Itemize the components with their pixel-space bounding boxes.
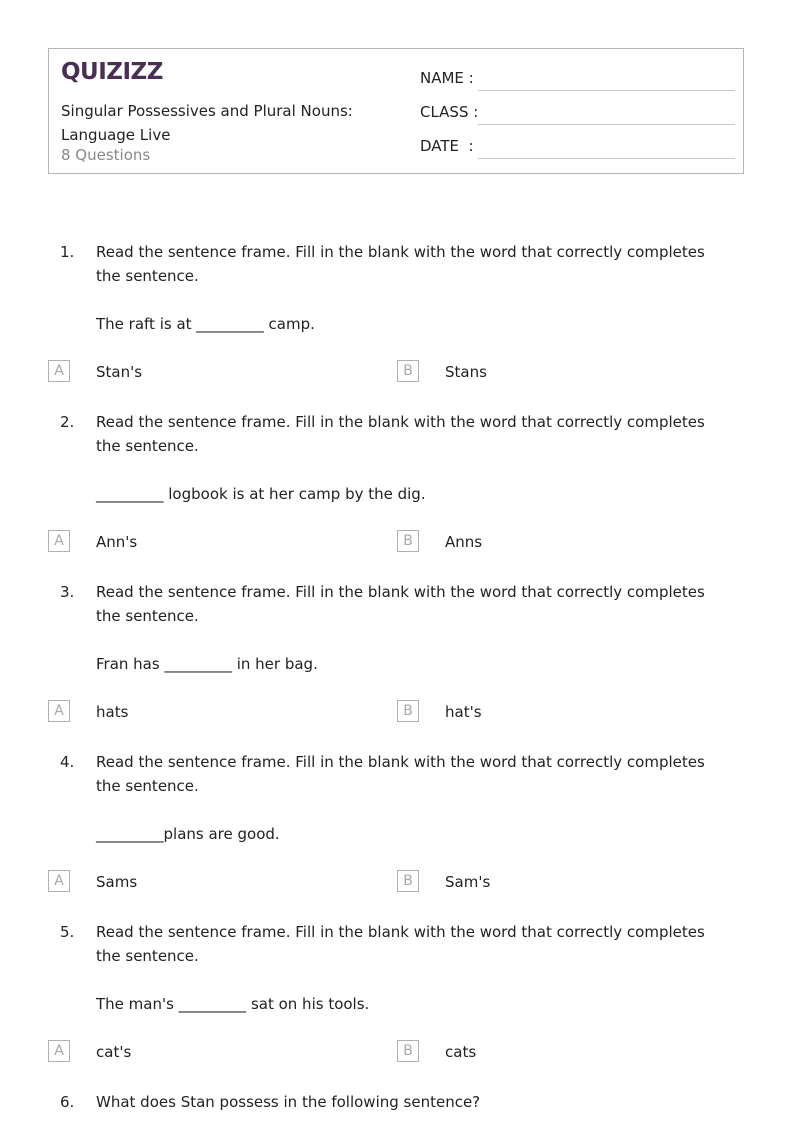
- date-field[interactable]: [420, 135, 735, 159]
- option-text: hats: [96, 703, 129, 721]
- name-line[interactable]: [478, 90, 735, 91]
- worksheet-header: [48, 48, 744, 174]
- name-label: NAME :: [420, 69, 474, 87]
- sentence-frame: The man's _________ sat on his tools.: [96, 995, 370, 1013]
- option-letter-box: B: [397, 870, 419, 892]
- quizizz-logo: QUIZIZZ: [61, 59, 163, 85]
- sentence-frame: _________ logbook is at her camp by the dig.: [96, 485, 426, 503]
- date-line[interactable]: [478, 158, 735, 159]
- question-text: What does Stan possess in the following sentence?: [96, 1093, 481, 1111]
- worksheet-title: Singular Possessives and Plural Nouns: Language Live: [61, 102, 353, 144]
- date-label: DATE :: [420, 137, 474, 155]
- option-text: Sams: [96, 873, 138, 891]
- question-number: 1.: [60, 243, 75, 261]
- option-text: Ann's: [96, 533, 138, 551]
- option-text: hat's: [445, 703, 482, 721]
- class-line[interactable]: [478, 124, 735, 125]
- option-text: cats: [445, 1043, 477, 1061]
- option-letter-box: A: [48, 700, 70, 722]
- question-count: 8 Questions: [61, 146, 151, 164]
- option-letter-box: B: [397, 360, 419, 382]
- question-text: Read the sentence frame. Fill in the blank with the word that correctly completes the sentence.: [96, 413, 705, 455]
- option-letter-box: B: [397, 530, 419, 552]
- sentence-frame: Fran has _________ in her bag.: [96, 655, 318, 673]
- option-letter-box: B: [397, 1040, 419, 1062]
- option-text: Stans: [445, 363, 487, 381]
- option-letter-box: A: [48, 870, 70, 892]
- question-number: 5.: [60, 923, 75, 941]
- name-field[interactable]: [420, 67, 735, 91]
- question-number: 3.: [60, 583, 75, 601]
- option-letter-box: A: [48, 360, 70, 382]
- question-number: 6.: [60, 1093, 75, 1111]
- question-text: Read the sentence frame. Fill in the blank with the word that correctly completes the sentence.: [96, 243, 705, 285]
- option-text: Sam's: [445, 873, 491, 891]
- sentence-frame: _________plans are good.: [96, 825, 280, 843]
- option-text: cat's: [96, 1043, 132, 1061]
- question-number: 4.: [60, 753, 75, 771]
- option-text: Stan's: [96, 363, 143, 381]
- option-letter-box: A: [48, 1040, 70, 1062]
- question-text: Read the sentence frame. Fill in the blank with the word that correctly completes the sentence.: [96, 923, 705, 965]
- class-field[interactable]: [420, 101, 735, 125]
- option-letter-box: A: [48, 530, 70, 552]
- question-text: Read the sentence frame. Fill in the blank with the word that correctly completes the sentence.: [96, 583, 705, 625]
- class-label: CLASS :: [420, 103, 479, 121]
- sentence-frame: The raft is at _________ camp.: [96, 315, 315, 333]
- option-letter-box: B: [397, 700, 419, 722]
- question-text: Read the sentence frame. Fill in the blank with the word that correctly completes the sentence.: [96, 753, 705, 795]
- option-text: Anns: [445, 533, 483, 551]
- question-number: 2.: [60, 413, 75, 431]
